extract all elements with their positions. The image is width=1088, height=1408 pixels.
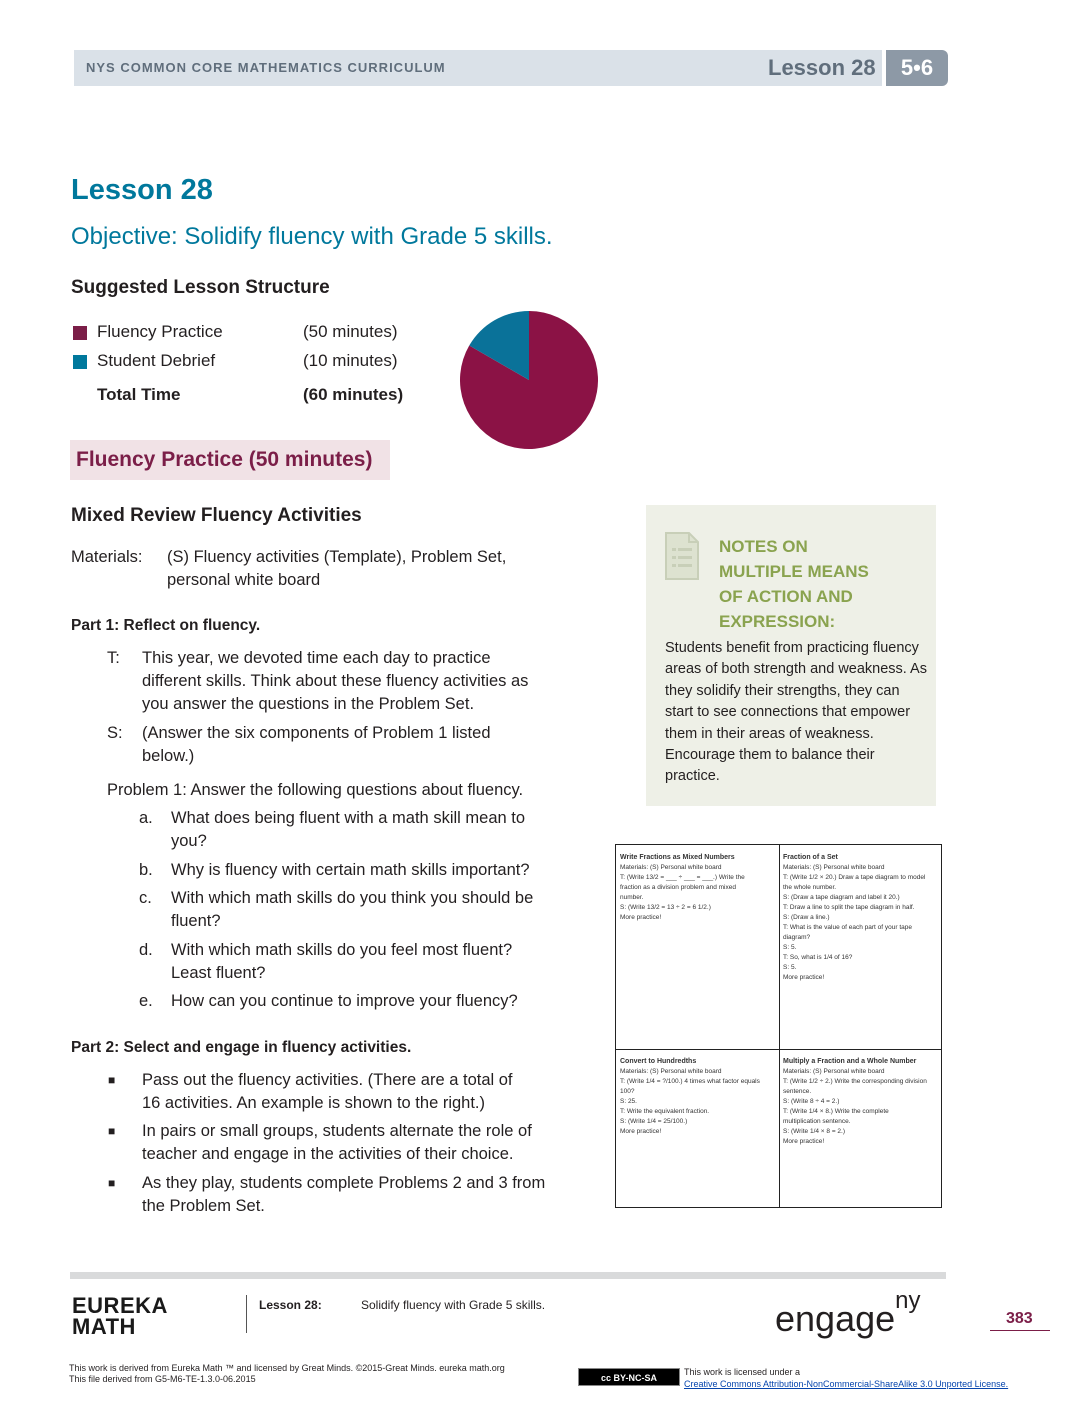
teacher-line: you answer the questions in the Problem Set.	[142, 695, 475, 713]
template-line: diagram?	[783, 934, 811, 941]
engage-sup: ny	[895, 1287, 921, 1314]
bullet-line: the Problem Set.	[142, 1197, 265, 1215]
page-number-underline	[990, 1330, 1050, 1331]
template-line: More practice!	[783, 974, 825, 981]
fluency-heading: Fluency Practice (50 minutes)	[76, 448, 373, 471]
fluency-template-thumbnail	[615, 844, 942, 1208]
materials-line1: (S) Fluency activities (Template), Problem Set,	[167, 548, 507, 566]
header-lesson: Lesson 28	[768, 55, 876, 80]
template-line: S: (Write 1/4 = 25/100.)	[620, 1118, 688, 1125]
bullet-icon: ■	[108, 1176, 116, 1190]
notes-title-line: EXPRESSION:	[719, 612, 836, 631]
bullet-line: As they play, students complete Problems 2 and 3 from	[142, 1174, 546, 1192]
item-letter: b.	[139, 861, 153, 879]
template-line: T: (Write 1/2 × 20.) Draw a tape diagram to model	[783, 874, 926, 881]
legend-swatch-debrief	[73, 355, 87, 369]
cc-license-badge[interactable]: cc BY-NC-SA	[578, 1368, 680, 1386]
template-line: T: Write the equivalent fraction.	[620, 1108, 710, 1115]
template-line: More practice!	[783, 1138, 825, 1145]
item-line: How can you continue to improve your fluency?	[171, 992, 518, 1010]
lesson-structure-pie-chart	[459, 310, 599, 450]
template-line: T: So, what is 1/4 of 16?	[783, 954, 853, 961]
template-cell-title: Multiply a Fraction and a Whole Number	[783, 1058, 917, 1065]
document-icon	[663, 531, 701, 581]
teacher-label: T:	[107, 649, 120, 667]
template-line: S: 5.	[783, 944, 797, 951]
template-cell-materials: Materials: (S) Personal white board	[783, 1068, 885, 1075]
structure-heading: Suggested Lesson Structure	[71, 277, 330, 298]
part2-heading: Part 2: Select and engage in fluency activities.	[71, 1039, 412, 1056]
template-cell-mixed-numbers	[620, 853, 776, 923]
template-line: multiplication sentence.	[783, 1118, 851, 1125]
eureka-math-logo	[72, 1295, 168, 1337]
mixed-review-heading: Mixed Review Fluency Activities	[71, 505, 362, 526]
license-line: This work is licensed under a	[684, 1367, 801, 1377]
materials-line2: personal white board	[167, 571, 321, 589]
template-line: the whole number.	[783, 884, 837, 891]
template-line: More practice!	[620, 1128, 662, 1135]
credit-text	[69, 1363, 505, 1385]
engage-text: engage	[775, 1298, 896, 1339]
item-letter: a.	[139, 809, 153, 827]
item-letter: d.	[139, 941, 153, 959]
template-line: number.	[620, 894, 644, 901]
bullet-icon: ■	[108, 1073, 116, 1087]
item-letter: c.	[139, 889, 152, 907]
item-line: What does being fluent with a math skill mean to	[171, 809, 526, 827]
template-cell-title: Write Fractions as Mixed Numbers	[620, 854, 735, 861]
item-line: With which math skills do you feel most fluent?	[171, 941, 513, 959]
template-line: S: (Draw a line.)	[783, 914, 830, 921]
objective: Objective: Solidify fluency with Grade 5 skills.	[71, 223, 553, 250]
bullet-line: 16 activities. An example is shown to the right.)	[142, 1094, 486, 1112]
template-line: sentence.	[783, 1088, 812, 1095]
structure-minutes: (10 minutes)	[303, 351, 398, 370]
bullet-line: teacher and engage in the activities of their choice.	[142, 1145, 514, 1163]
template-line: T: (Write 1/4 × 8.) Write the complete	[783, 1108, 889, 1115]
template-line: S: (Write 13/2 = 13 ÷ 2 = 6 1/2.)	[620, 904, 711, 911]
notes-title-line: NOTES ON	[719, 537, 808, 556]
item-line: you?	[171, 832, 207, 850]
license-link[interactable]: Creative Commons Attribution-NonCommercial-ShareAlike 3.0 Unported License.	[684, 1379, 1009, 1389]
page-number: 383	[1006, 1310, 1033, 1327]
template-line: More practice!	[620, 914, 662, 921]
template-line: fraction as a division problem and mixed	[620, 884, 736, 891]
template-cell-title: Convert to Hundredths	[620, 1058, 697, 1065]
footer-objective: Solidify fluency with Grade 5 skills.	[361, 1298, 546, 1312]
teacher-line: This year, we devoted time each day to practice	[142, 649, 491, 667]
template-line: T: Draw a line to split the tape diagram in half.	[783, 904, 915, 911]
credit-line: This file derived from G5-M6-TE-1.3.0-06.2015	[69, 1374, 256, 1384]
footer-divider	[246, 1295, 247, 1333]
template-line: S: 25.	[620, 1098, 637, 1105]
item-line: fluent?	[171, 912, 221, 930]
notes-title	[719, 534, 889, 634]
template-cell-materials: Materials: (S) Personal white board	[620, 1068, 722, 1075]
total-minutes: (60 minutes)	[303, 385, 404, 404]
teacher-line: different skills. Think about these fluency activities as	[142, 672, 529, 690]
bullet-icon: ■	[108, 1124, 116, 1138]
template-line: S: (Write 8 ÷ 4 = 2.)	[783, 1098, 840, 1105]
lesson-title: Lesson 28	[71, 174, 213, 206]
structure-label: Fluency Practice	[97, 322, 223, 341]
problem-1: Problem 1: Answer the following questions about fluency.	[107, 781, 524, 799]
part1-heading: Part 1: Reflect on fluency.	[71, 617, 261, 634]
item-line: With which math skills do you think you should be	[171, 889, 534, 907]
bullet-line: Pass out the fluency activities. (There are a total of	[142, 1071, 513, 1089]
template-cell-materials: Materials: (S) Personal white board	[620, 864, 722, 871]
template-cell-title: Fraction of a Set	[783, 854, 838, 861]
template-line: T: (Write 1/2 ÷ 2.) Write the corresponding division	[783, 1078, 927, 1085]
logo-line: MATH	[72, 1314, 136, 1339]
template-divider	[616, 1049, 941, 1050]
notes-title-line: OF ACTION AND	[719, 587, 853, 606]
student-line: below.)	[142, 747, 195, 765]
notes-body: Students benefit from practicing fluency areas of both strength and weakness. As they solidify their strengths, they can start to see connections that empower them in their areas of weakness. Encourage them to balance their practice.	[665, 640, 927, 785]
template-line: T: What is the value of each part of your tape	[783, 924, 912, 931]
template-cell-hundredths	[620, 1057, 776, 1137]
item-letter: e.	[139, 992, 153, 1010]
template-line: S: (Draw a tape diagram and label it 20.)	[783, 894, 900, 901]
student-label: S:	[107, 724, 123, 742]
materials-label: Materials:	[71, 548, 143, 566]
template-line: S: 5.	[783, 964, 797, 971]
template-line: T: (Write 13/2 = ___ ÷ ___ = ___.) Write the	[620, 874, 745, 881]
item-line: Why is fluency with certain math skills important?	[171, 861, 530, 879]
bullet-line: In pairs or small groups, students alternate the role of	[142, 1122, 532, 1140]
template-divider	[779, 845, 780, 1207]
structure-minutes: (50 minutes)	[303, 322, 398, 341]
template-line: 100?	[620, 1088, 635, 1095]
footer-rule	[70, 1272, 946, 1279]
notes-title-line: MULTIPLE MEANS	[719, 562, 869, 581]
engageny-logo	[775, 1287, 921, 1340]
grade-module-badge: 5•6	[886, 50, 948, 86]
license-text	[684, 1366, 1008, 1390]
curriculum-title: NYS COMMON CORE MATHEMATICS CURRICULUM	[86, 60, 446, 75]
template-line: S: (Write 1/4 × 8 = 2.)	[783, 1128, 846, 1135]
item-line: Least fluent?	[171, 964, 266, 982]
footer-lesson-label: Lesson 28:	[259, 1298, 322, 1312]
structure-label: Student Debrief	[97, 351, 216, 370]
student-line: (Answer the six components of Problem 1 listed	[142, 724, 491, 742]
template-cell-materials: Materials: (S) Personal white board	[783, 864, 885, 871]
legend-swatch-fluency	[73, 326, 87, 340]
template-cell-fraction-of-set	[783, 853, 939, 983]
template-line: T: (Write 1/4 = ?/100.) 4 times what factor equals	[620, 1078, 760, 1085]
total-label: Total Time	[97, 385, 181, 404]
template-cell-multiply-fraction	[783, 1057, 939, 1147]
logo-line: EUREKA	[72, 1293, 168, 1318]
credit-line: This work is derived from Eureka Math ™ and licensed by Great Minds. ©2015-Great Minds. eureka math.org	[69, 1363, 505, 1373]
